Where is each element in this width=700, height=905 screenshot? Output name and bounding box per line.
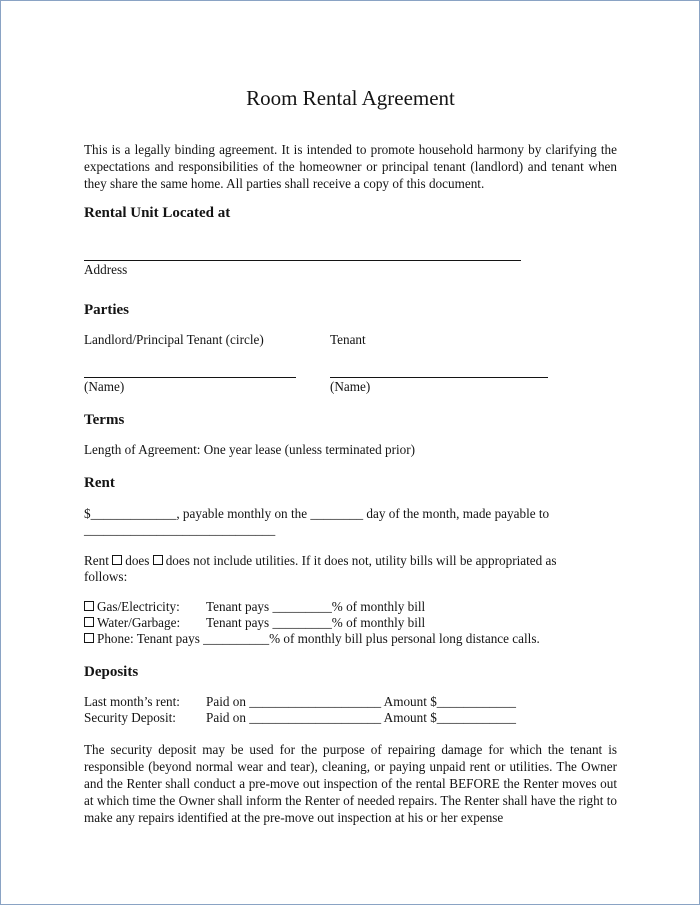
tenant-label: Tenant — [330, 332, 366, 347]
parties-heading: Parties — [84, 302, 129, 318]
security-deposit-label: Security Deposit: — [84, 710, 176, 725]
does-label: does — [125, 553, 150, 568]
security-deposit-paragraph: The security deposit may be used for the purpose of repairing damage for which the tenant is responsible (beyond normal wear and tear), cleaning, or paying unpaid rent or utilities. The Owner and the Renter shall conduct a pre-move out inspection of the rental BEFORE the Renter moves out at which time the Owner shall inform the Renter of needed repairs. The Renter shall have the right to make any repairs identified at the pre-move out inspection at his or her expense — [84, 742, 617, 825]
landlord-name-label: (Name) — [84, 379, 125, 394]
water-checkbox[interactable] — [84, 617, 94, 627]
does-not-checkbox[interactable] — [153, 555, 163, 565]
does-checkbox[interactable] — [112, 555, 122, 565]
does-not-label: does not include utilities. If it does not, utility bills will be appropriated as — [165, 553, 557, 568]
utilities-prefix: Rent — [84, 553, 109, 568]
gas-label: Gas/Electricity: — [97, 599, 180, 614]
utilities-follows: follows: — [84, 569, 128, 584]
document-title: Room Rental Agreement — [246, 86, 455, 110]
landlord-label: Landlord/Principal Tenant (circle) — [84, 332, 264, 347]
agreement-length: Length of Agreement: One year lease (unless terminated prior) — [84, 442, 416, 457]
gas-checkbox[interactable] — [84, 601, 94, 611]
phone-text: Phone: Tenant pays __________% of monthly bill plus personal long distance calls. — [97, 631, 540, 646]
terms-heading: Terms — [84, 412, 125, 428]
landlord-name-line[interactable] — [84, 377, 296, 378]
tenant-name-label: (Name) — [330, 379, 371, 394]
utilities-line — [84, 553, 557, 569]
rent-amount-line: $_____________, payable monthly on the ________ day of the month, made payable to — [84, 506, 550, 521]
phone-checkbox[interactable] — [84, 633, 94, 643]
water-row — [84, 615, 180, 631]
rent-heading: Rent — [84, 475, 115, 491]
last-month-label: Last month’s rent: — [84, 694, 180, 709]
rent-payee-line: _____________________________ — [84, 522, 276, 537]
address-label: Address — [84, 262, 128, 277]
last-month-value: Paid on ____________________ Amount $____________ — [206, 694, 516, 709]
rental-unit-heading: Rental Unit Located at — [84, 205, 231, 221]
address-line[interactable] — [84, 260, 521, 261]
water-value: Tenant pays _________% of monthly bill — [206, 615, 426, 630]
intro-paragraph: This is a legally binding agreement. It is intended to promote household harmony by clarifying the expectations and responsibilities of the homeowner or principal tenant (landlord) and tenant when they share the same home. All parties shall receive a copy of this document. — [84, 142, 617, 191]
water-label: Water/Garbage: — [97, 615, 181, 630]
deposits-heading: Deposits — [84, 664, 139, 680]
gas-value: Tenant pays _________% of monthly bill — [206, 599, 426, 614]
tenant-name-line[interactable] — [330, 377, 548, 378]
security-deposit-value: Paid on ____________________ Amount $____________ — [206, 710, 516, 725]
phone-row — [84, 631, 540, 647]
gas-row — [84, 599, 180, 615]
